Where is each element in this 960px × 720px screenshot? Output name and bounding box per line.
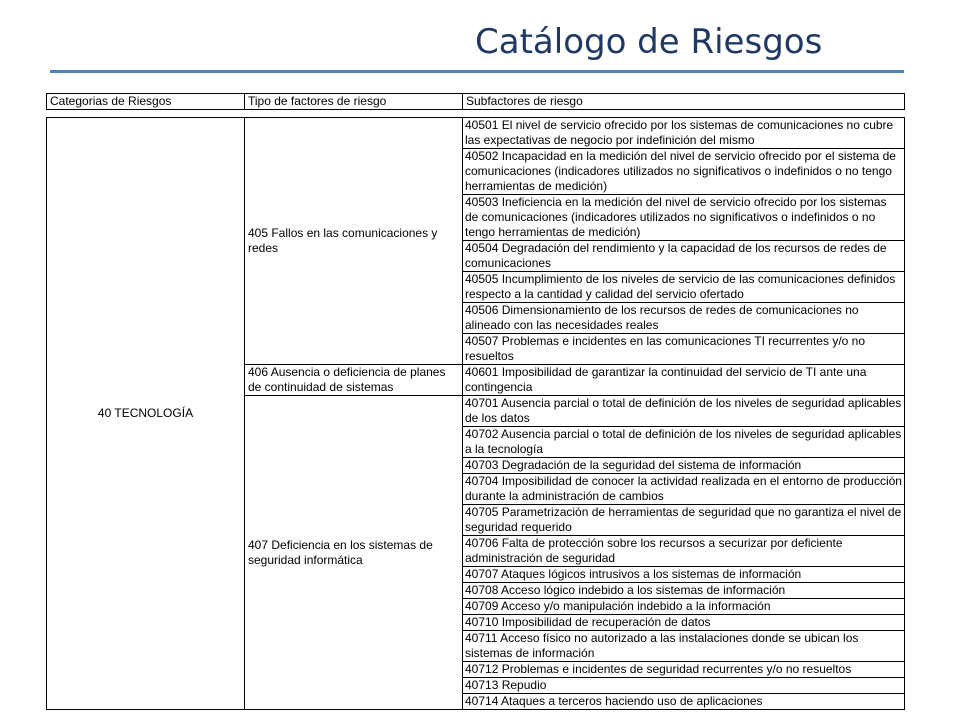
type-407-cell: 407 Deficiencia en los sistemas de seguridad informática xyxy=(245,396,463,710)
subfactor-40501: 40501 El nivel de servicio ofrecido por los sistemas de comunicaciones no cubre las expectativas de negocio por indefinición del mismo xyxy=(463,118,905,149)
table-header-row xyxy=(47,94,905,110)
table-row xyxy=(47,118,905,149)
header-subfactor: Subfactores de riesgo xyxy=(463,94,905,110)
subfactor-40703: 40703 Degradación de la seguridad del sistema de información xyxy=(463,458,905,474)
subfactor-40706: 40706 Falta de protección sobre los recursos a securizar por deficiente administración de seguridad xyxy=(463,536,905,567)
subfactor-40709: 40709 Acceso y/o manipulación indebido a la información xyxy=(463,599,905,615)
subfactor-40704: 40704 Imposibilidad de conocer la actividad realizada en el entorno de producción durante la administración de cambios xyxy=(463,474,905,505)
header-type: Tipo de factores de riesgo xyxy=(245,94,463,110)
subfactor-40708: 40708 Acceso lógico indebido a los sistemas de información xyxy=(463,583,905,599)
subfactor-40714: 40714 Ataques a terceros haciendo uso de aplicaciones xyxy=(463,694,905,710)
type-406-cell: 406 Ausencia o deficiencia de planes de continuidad de sistemas xyxy=(245,365,463,396)
subfactor-40601: 40601 Imposibilidad de garantizar la continuidad del servicio de TI ante una contingencia xyxy=(463,365,905,396)
subfactor-40505: 40505 Incumplimiento de los niveles de servicio de las comunicaciones definidos respecto a la cantidad y calidad del servicio ofertado xyxy=(463,272,905,303)
category-cell: 40 TECNOLOGÍA xyxy=(47,118,245,710)
type-405-cell: 405 Fallos en las comunicaciones y redes xyxy=(245,118,463,365)
subfactor-40701: 40701 Ausencia parcial o total de definición de los niveles de seguridad aplicables de los datos xyxy=(463,396,905,427)
title-underline xyxy=(50,70,904,73)
subfactor-40503: 40503 Ineficiencia en la medición del nivel de servicio ofrecido por los sistemas de comunicaciones (indicadores utilizados no significativos o indefinidos o no tengo herramientas de medición) xyxy=(463,195,905,241)
subfactor-40702: 40702 Ausencia parcial o total de definición de los niveles de seguridad aplicables a la tecnología xyxy=(463,427,905,458)
subfactor-40504: 40504 Degradación del rendimiento y la capacidad de los recursos de redes de comunicaciones xyxy=(463,241,905,272)
subfactor-40710: 40710 Imposibilidad de recuperación de datos xyxy=(463,615,905,631)
subfactor-40712: 40712 Problemas e incidentes de seguridad recurrentes y/o no resueltos xyxy=(463,662,905,678)
subfactor-40705: 40705 Parametrización de herramientas de seguridad que no garantiza el nivel de seguridad requerido xyxy=(463,505,905,536)
subfactor-40707: 40707 Ataques lógicos intrusivos a los sistemas de información xyxy=(463,567,905,583)
subfactor-40502: 40502 Incapacidad en la medición del nivel de servicio ofrecido por el sistema de comunicaciones (indicadores utilizados no significativos o indefinidos o no tengo herramientas de medición) xyxy=(463,149,905,195)
page-title: Catálogo de Riesgos xyxy=(475,22,823,62)
spacer-row xyxy=(47,110,905,118)
subfactor-40507: 40507 Problemas e incidentes en las comunicaciones TI recurrentes y/o no resueltos xyxy=(463,334,905,365)
subfactor-40713: 40713 Repudio xyxy=(463,678,905,694)
risk-catalog-table xyxy=(46,93,905,710)
subfactor-40711: 40711 Acceso físico no autorizado a las instalaciones donde se ubican los sistemas de información xyxy=(463,631,905,662)
subfactor-40506: 40506 Dimensionamiento de los recursos de redes de comunicaciones no alineado con las necesidades reales xyxy=(463,303,905,334)
header-category: Categorias de Riesgos xyxy=(47,94,245,110)
